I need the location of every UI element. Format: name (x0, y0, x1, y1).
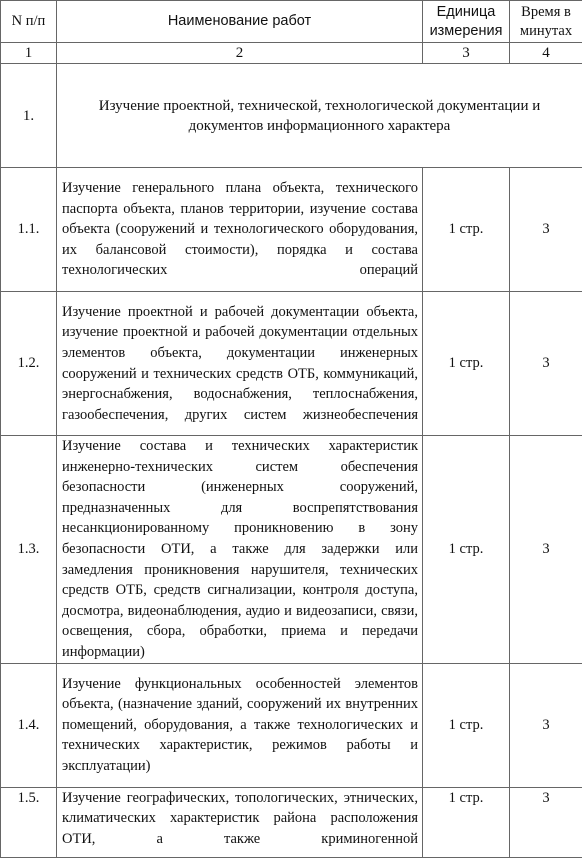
row-time: 3 (510, 168, 582, 292)
header-row (1, 1, 582, 43)
row-time: 3 (510, 292, 582, 436)
row-time: 3 (510, 663, 582, 787)
row-number: 1.3. (1, 436, 57, 664)
row-description: Изучение функциональных особенностей элементов объекта, (назначение зданий, сооружений их внутренних помещений, оборудования, а также технологических и технических характеристик, режимов работы и эксплуатации) (57, 663, 423, 787)
row-unit: 1 стр. (423, 663, 510, 787)
row-unit: 1 стр. (423, 292, 510, 436)
row-number: 1.2. (1, 292, 57, 436)
column-number-row (1, 43, 582, 64)
row-description: Изучение генерального плана объекта, технического паспорта объекта, планов территории, изучение состава объекта (сооружений и технологического оборудования, их балансовой стоимости), порядка и состава технологических операций (57, 168, 423, 292)
header-work-name: Наименование работ (57, 1, 423, 43)
column-number: 4 (510, 43, 582, 64)
row-unit: 1 стр. (423, 787, 510, 857)
row-time: 3 (510, 436, 582, 664)
section-number: 1. (1, 64, 57, 168)
row-number: 1.5. (1, 787, 57, 857)
section-row (1, 64, 582, 168)
row-description: Изучение проектной и рабочей документации объекта, изучение проектной и рабочей документации отдельных элементов объекта, документации инженерных сооружений и технических средств ОТБ, коммуникаций, энергоснабжения, водоснабжения, теплоснабжения, газообеспечения, других систем жизнеобеспечения (57, 292, 423, 436)
table-row (1, 292, 582, 436)
table-row (1, 168, 582, 292)
column-number: 2 (57, 43, 423, 64)
column-number: 1 (1, 43, 57, 64)
row-unit: 1 стр. (423, 168, 510, 292)
row-number: 1.4. (1, 663, 57, 787)
table-row (1, 663, 582, 787)
row-number: 1.1. (1, 168, 57, 292)
table-row (1, 436, 582, 664)
row-time: 3 (510, 787, 582, 857)
section-title: Изучение проектной, технической, технологической документации и документов информационного характера (57, 64, 582, 168)
row-description: Изучение состава и технических характеристик инженерно-технических систем обеспечения безопасности (инженерных сооружений, предназначенных для воспрепятствования несанкционированному проникновению в зону безопасности ОТИ, а также для задержки или замедления проникновения нарушителя, технических средств ОТБ, средств сигнализации, контроля доступа, досмотра, видеонаблюдения, аудио и видеозаписи, связи, освещения, сбора, обработки, приема и передачи информации) (57, 436, 423, 664)
header-time: Время в минутах (510, 1, 582, 43)
header-number: N п/п (1, 1, 57, 43)
header-unit: Единица измерения (423, 1, 510, 43)
column-number: 3 (423, 43, 510, 64)
row-unit: 1 стр. (423, 436, 510, 664)
row-description: Изучение географических, топологических, этнических, климатических характеристик района расположения ОТИ, а также криминогенной (57, 787, 423, 857)
